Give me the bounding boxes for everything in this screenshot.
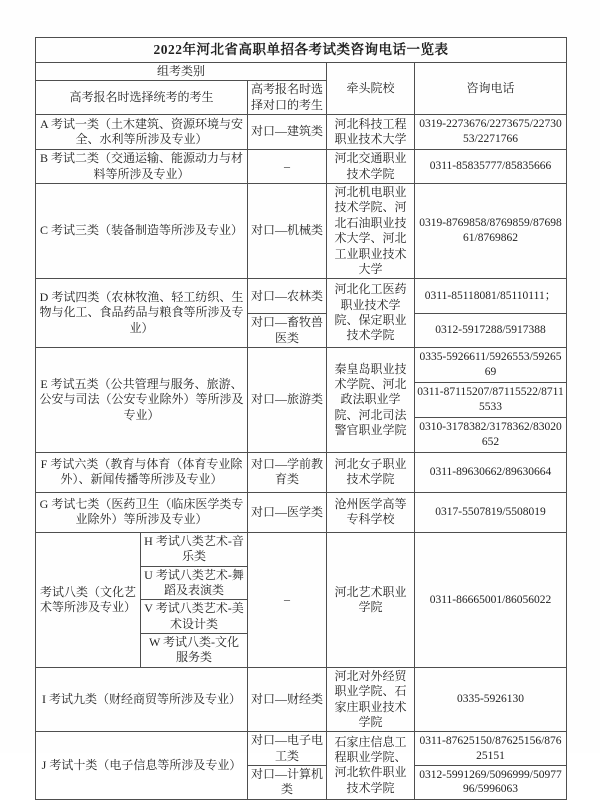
header-group-label: 组考类别 [36, 63, 327, 81]
row-j-phone-2: 0312-5991269/5096999/5097796/5996063 [415, 765, 567, 799]
row-i-category: I 考试九类（财经商贸等所涉及专业） [36, 667, 248, 731]
row-e-college: 秦皇岛职业技术学院、河北政法职业学院、河北司法警官职业学院 [327, 347, 415, 452]
row-a-phone: 0319-2273676/2273675/2273053/2271766 [415, 115, 567, 150]
row-i-duikou: 对口—财经类 [248, 667, 327, 731]
row-i-college: 河北对外经贸职业学院、石家庄职业技术学院 [327, 667, 415, 731]
row-f-duikou: 对口—学前教育类 [248, 452, 327, 492]
row-c-phone: 0319-8769858/8769859/8769861/8769862 [415, 184, 567, 279]
header-phone-label: 咨询电话 [415, 63, 567, 115]
row-eight-sub-h: H 考试八类艺术-音乐类 [141, 532, 248, 566]
row-g-duikou: 对口—医学类 [248, 492, 327, 532]
row-e-duikou: 对口—旅游类 [248, 347, 327, 452]
row-c-college: 河北机电职业技术学院、河北石油职业技术大学、河北工业职业技术大学 [327, 184, 415, 279]
row-a-college: 河北科技工程职业技术大学 [327, 115, 415, 150]
row-e-phone-2: 0311-87115207/87115522/87115533 [415, 382, 567, 417]
row-g-category: G 考试七类（医药卫生（临床医学类专业除外）等所涉及专业） [36, 492, 248, 532]
row-d-phone-1: 0311-85118081/85110111； [415, 279, 567, 314]
row-d-duikou-2: 对口—畜牧兽医类 [248, 314, 327, 348]
header-duikou-label: 高考报名时选择对口的考生 [248, 81, 327, 115]
row-b-phone: 0311-85835777/85835666 [415, 150, 567, 184]
table-row-d1 [36, 279, 567, 314]
table-row-j1 [36, 732, 567, 766]
row-d-college: 河北化工医药职业技术学院、保定职业技术学院 [327, 279, 415, 348]
row-g-phone: 0317-5507819/5508019 [415, 492, 567, 532]
row-d-duikou-1: 对口—农林类 [248, 279, 327, 314]
row-e-phone-1: 0335-5926611/5926553/5926569 [415, 347, 567, 382]
consultation-phone-table [35, 37, 567, 800]
row-j-duikou-2: 对口—计算机类 [248, 765, 327, 799]
row-eight-college: 河北艺术职业学院 [327, 532, 415, 667]
row-eight-category: 考试八类（文化艺术等所涉及专业） [36, 532, 141, 667]
row-f-college: 河北女子职业技术学院 [327, 452, 415, 492]
row-b-duikou: – [248, 150, 327, 184]
row-eight-sub-u: U 考试八类艺术-舞蹈及表演类 [141, 566, 248, 600]
row-j-phone-1: 0311-87625150/87625156/87625151 [415, 732, 567, 766]
row-d-category: D 考试四类（农林牧渔、轻工纺织、生物与化工、食品药品与粮食等所涉及专业） [36, 279, 248, 348]
table-row-f [36, 452, 567, 492]
row-i-phone: 0335-5926130 [415, 667, 567, 731]
row-a-category: A 考试一类（土木建筑、资源环境与安全、水利等所涉及专业） [36, 115, 248, 150]
row-c-category: C 考试三类（装备制造等所涉及专业） [36, 184, 248, 279]
row-e-phone-3: 0310-3178382/3178362/83020652 [415, 417, 567, 452]
title-row [36, 38, 567, 63]
row-j-college: 石家庄信息工程职业学院、河北软件职业技术学院 [327, 732, 415, 799]
row-b-college: 河北交通职业技术学院 [327, 150, 415, 184]
row-eight-phone: 0311-86665001/86056022 [415, 532, 567, 667]
row-eight-duikou: – [248, 532, 327, 667]
table-row-i [36, 667, 567, 731]
header-row-1 [36, 63, 567, 81]
row-a-duikou: 对口—建筑类 [248, 115, 327, 150]
row-f-category: F 考试六类（教育与体育（体育专业除外）、新闻传播等所涉及专业） [36, 452, 248, 492]
page-title: 2022年河北省高职单招各考试类咨询电话一览表 [36, 38, 567, 63]
row-f-phone: 0311-89630662/89630664 [415, 452, 567, 492]
row-g-college: 沧州医学高等专科学校 [327, 492, 415, 532]
row-eight-sub-v: V 考试八类艺术-美术设计类 [141, 600, 248, 634]
row-d-phone-2: 0312-5917288/5917388 [415, 314, 567, 348]
table-row-eight-h [36, 532, 567, 566]
header-tongkao-label: 高考报名时选择统考的考生 [36, 81, 248, 115]
row-e-category: E 考试五类（公共管理与服务、旅游、公安与司法（公安专业除外）等所涉及专业） [36, 347, 248, 452]
row-b-category: B 考试二类（交通运输、能源动力与材料等所涉及专业） [36, 150, 248, 184]
header-college-label: 牵头院校 [327, 63, 415, 115]
row-j-category: J 考试十类（电子信息等所涉及专业） [36, 732, 248, 799]
table-row-g [36, 492, 567, 532]
row-c-duikou: 对口—机械类 [248, 184, 327, 279]
table-row-e1 [36, 347, 567, 382]
table-row-b [36, 150, 567, 184]
table-row-c [36, 184, 567, 279]
row-j-duikou-1: 对口—电子电工类 [248, 732, 327, 766]
table-row-a [36, 115, 567, 150]
row-eight-sub-w: W 考试八类-文化服务类 [141, 634, 248, 668]
